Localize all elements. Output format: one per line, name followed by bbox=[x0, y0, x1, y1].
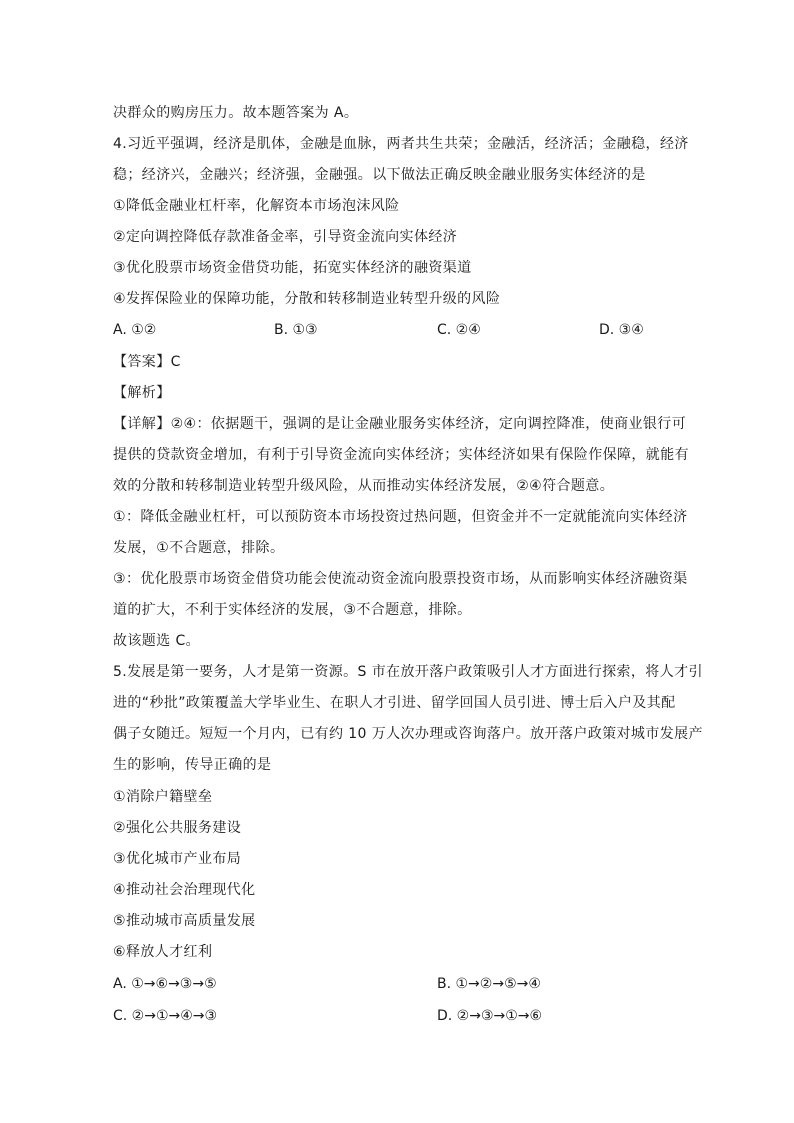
q4-option-b: B. ①③ bbox=[274, 322, 318, 338]
q5-stem-line-3: 偶子女随迁。短短一个月内，已有约 10 万人次办理或咨询落户。放开落户政策对城市发展产 bbox=[113, 726, 703, 742]
q4-item-4: ④发挥保险业的保障功能，分散和转移制造业转型升级的风险 bbox=[113, 291, 501, 307]
q4-option-c: C. ②④ bbox=[437, 322, 481, 338]
q5-item-2: ②强化公共服务建设 bbox=[113, 820, 242, 836]
q5-stem-line-4: 生的影响，传导正确的是 bbox=[113, 757, 272, 773]
q4-analysis-line-4: ①：降低金融业杠杆，可以预防资本市场投资过热问题，但资金并不一定就能流向实体经济 bbox=[113, 509, 688, 525]
q4-analysis-line-8: 故该题选 C。 bbox=[113, 633, 201, 649]
q4-analysis-line-2: 提供的贷款资金增加，有利于引导资金流向实体经济；实体经济如果有保险作保障，就能有 bbox=[113, 447, 689, 463]
q4-item-3: ③优化股票市场资金借贷功能，拓宽实体经济的融资渠道 bbox=[113, 260, 472, 276]
q4-answer: 【答案】C bbox=[113, 354, 181, 370]
q4-analysis-label: 【解析】 bbox=[113, 385, 171, 401]
q4-option-d: D. ③④ bbox=[599, 322, 644, 338]
q4-item-2: ②定向调控降低存款准备金率，引导资金流向实体经济 bbox=[113, 229, 458, 245]
q4-stem-line-2: 稳；经济兴，金融兴；经济强，金融强。以下做法正确反映金融业服务实体经济的是 bbox=[113, 167, 646, 183]
q5-option-b: B. ①→②→⑤→④ bbox=[437, 976, 541, 992]
q5-stem-line-2: 进的“秒批”政策覆盖大学毕业生、在职人才引进、留学回国人员引进、博士后入户及其配 bbox=[113, 695, 676, 711]
q4-analysis-line-3: 效的分散和转移制造业转型升级风险，从而推动实体经济发展，②④符合题意。 bbox=[113, 478, 615, 494]
q5-item-4: ④推动社会治理现代化 bbox=[113, 882, 256, 898]
q4-analysis-line-5: 发展，①不合题意，排除。 bbox=[113, 540, 285, 556]
q4-option-a: A. ①② bbox=[113, 322, 157, 338]
q4-stem-line-1: 4.习近平强调，经济是肌体，金融是血脉，两者共生共荣；金融活，经济活；金融稳，经济 bbox=[113, 136, 689, 152]
q4-analysis-line-1: 【详解】②④：依据题干，强调的是让金融业服务实体经济，定向调控降准，使商业银行可 bbox=[113, 416, 687, 432]
q5-item-6: ⑥释放人才红利 bbox=[113, 944, 213, 960]
q4-item-1: ①降低金融业杠杆率，化解资本市场泡沫风险 bbox=[113, 198, 400, 214]
q4-analysis-line-7: 道的扩大，不利于实体经济的发展，③不合题意，排除。 bbox=[113, 602, 472, 618]
q4-analysis-line-6: ③：优化股票市场资金借贷功能会使流动资金流向股票投资市场，从而影响实体经济融资渠 bbox=[113, 571, 688, 587]
q3-tail-line: 决群众的购房压力。故本题答案为 A。 bbox=[113, 105, 359, 121]
q5-item-5: ⑤推动城市高质量发展 bbox=[113, 913, 256, 929]
q5-option-d: D. ②→③→①→⑥ bbox=[437, 1008, 543, 1024]
q5-item-3: ③优化城市产业布局 bbox=[113, 851, 242, 867]
q5-option-a: A. ①→⑥→③→⑤ bbox=[113, 976, 217, 992]
q5-item-1: ①消除户籍壁垒 bbox=[113, 789, 213, 805]
q5-stem-line-1: 5.发展是第一要务，人才是第一资源。S 市在放开落户政策吸引人才方面进行探索，将人才引 bbox=[113, 664, 703, 680]
q5-option-c: C. ②→①→④→③ bbox=[113, 1008, 218, 1024]
